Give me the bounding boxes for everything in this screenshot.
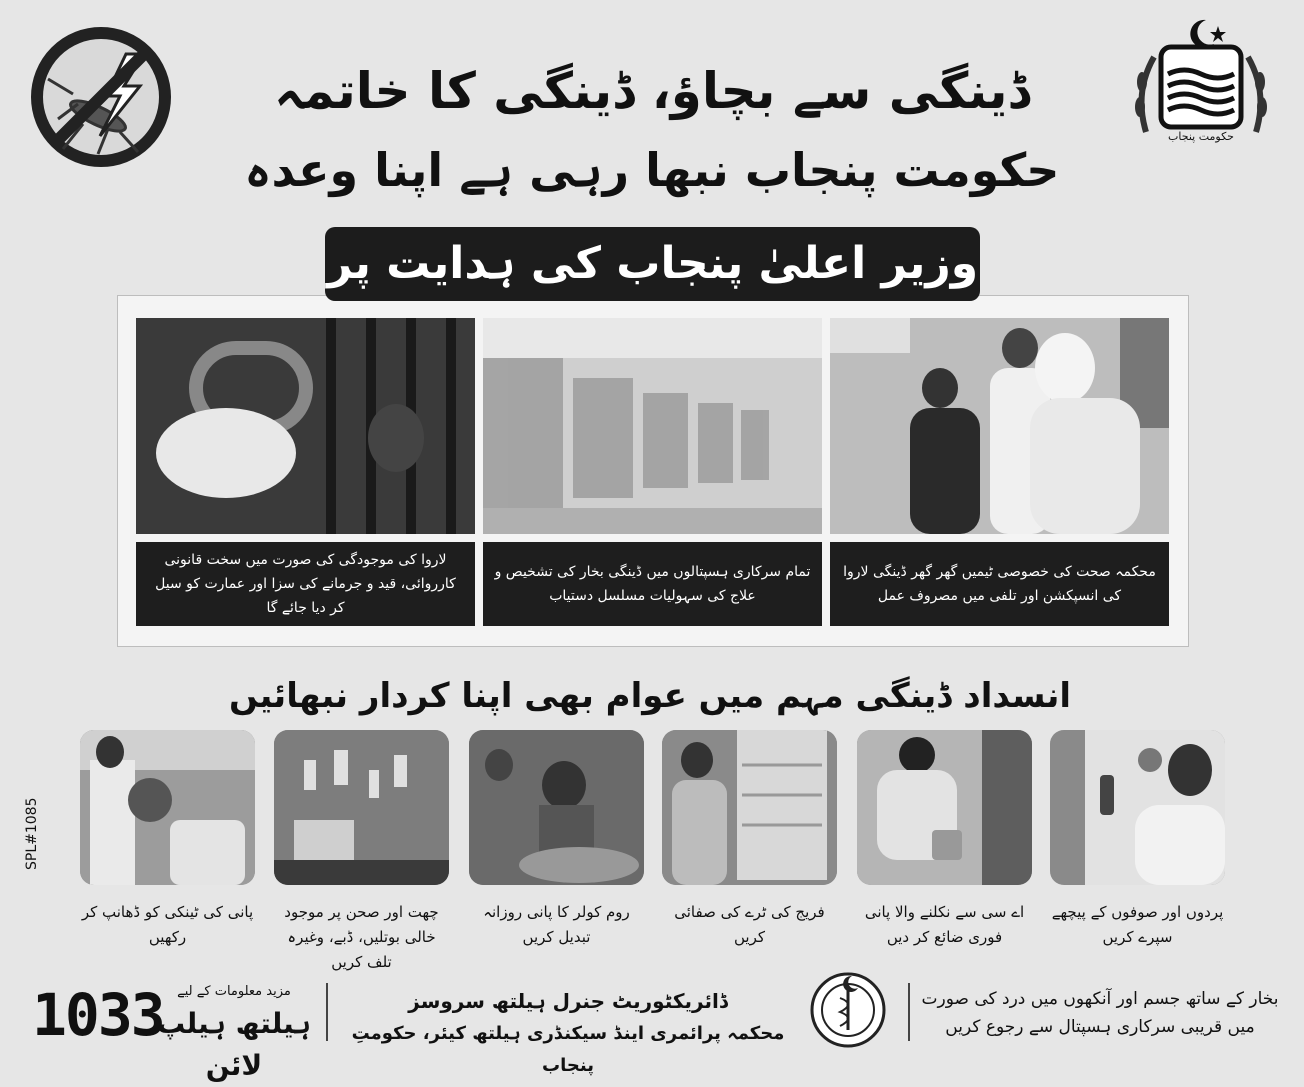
public-role-heading: انسداد ڈینگی مہم میں عوام بھی اپنا کردار نبھائیں (228, 676, 1072, 716)
department-name: محکمہ پرائمری اینڈ سیکنڈری ہیلتھ کیئر، حکومتِ پنجاب (351, 1023, 785, 1076)
footer-divider (326, 983, 328, 1041)
ac-water-photo (857, 730, 1032, 885)
rooftop-bottles-photo (274, 730, 449, 885)
fridge-tray-photo (662, 730, 837, 885)
health-team-photo (830, 318, 1169, 534)
hotline-label: ہیلتھ ہیلپ لائن (157, 1007, 311, 1082)
panel-caption-legal-action: لاروا کی موجودگی کی صورت میں سخت قانونی کارروائی، قید و جرمانے کی سزا اور عمارت کو سیل کر دیا جائے گا (136, 542, 475, 626)
emblem-caption: حکومت پنجاب (1168, 130, 1234, 143)
no-mosquito-logo (28, 24, 174, 170)
tip-remove-bottles: چھت اور صحن پر موجود خالی بوتلیں، ڈبے، وغیرہ تلف کریں (284, 903, 439, 971)
locked-jail-photo (136, 318, 475, 534)
hospital-ward-photo (483, 318, 822, 534)
punjab-government-emblem (1126, 12, 1276, 162)
spray-curtain-photo (1050, 730, 1225, 885)
room-cooler-photo (469, 730, 644, 885)
chief-minister-banner: وزیر اعلیٰ پنجاب کی ہدایت پر (325, 227, 980, 301)
hotline-subtext: مزید معلومات کے لیے (177, 984, 291, 999)
tip-spray-curtains: پردوں اور صوفوں کے پیچھے سپرے کریں (1051, 903, 1224, 946)
panel-caption-health-teams: محکمہ صحت کی خصوصی ٹیمیں گھر گھر ڈینگی لاروا کی انسپکشن اور تلفی میں مصروف عمل (830, 542, 1169, 626)
tip-cover-water-tank: پانی کی ٹینکی کو ڈھانپ کر رکھیں (81, 903, 254, 946)
health-department-seal (808, 970, 888, 1050)
fever-advice: بخار کے ساتھ جسم اور آنکھوں میں درد کی صورت میں قریبی سرکاری ہسپتال سے رجوع کریں (921, 989, 1279, 1037)
panel-caption-hospital-treatment: تمام سرکاری ہسپتالوں میں ڈینگی بخار کی تشخیص و علاج کی سہولیات مسلسل دستیاب (483, 542, 822, 626)
water-tank-photo (80, 730, 255, 885)
tip-change-cooler-water: روم کولر کا پانی روزانہ تبدیل کریں (483, 903, 630, 946)
directorate-name: ڈائریکٹوریٹ جنرل ہیلتھ سروسز (408, 989, 728, 1013)
hotline-number: 1033 (32, 981, 164, 1049)
footer-divider-right (908, 983, 910, 1041)
main-title: ڈینگی سے بچاؤ، ڈینگی کا خاتمہ (274, 62, 1030, 120)
tip-dispose-ac-water: اے سی سے نکلنے والا پانی فوری ضائع کر دیں (864, 903, 1025, 946)
spl-code: SPL#1085 (24, 797, 40, 870)
tip-clean-fridge-tray: فریج کی ٹرے کی صفائی کریں (674, 903, 825, 946)
sub-title: حکومت پنجاب نبھا رہی ہے اپنا وعدہ (244, 143, 1060, 197)
